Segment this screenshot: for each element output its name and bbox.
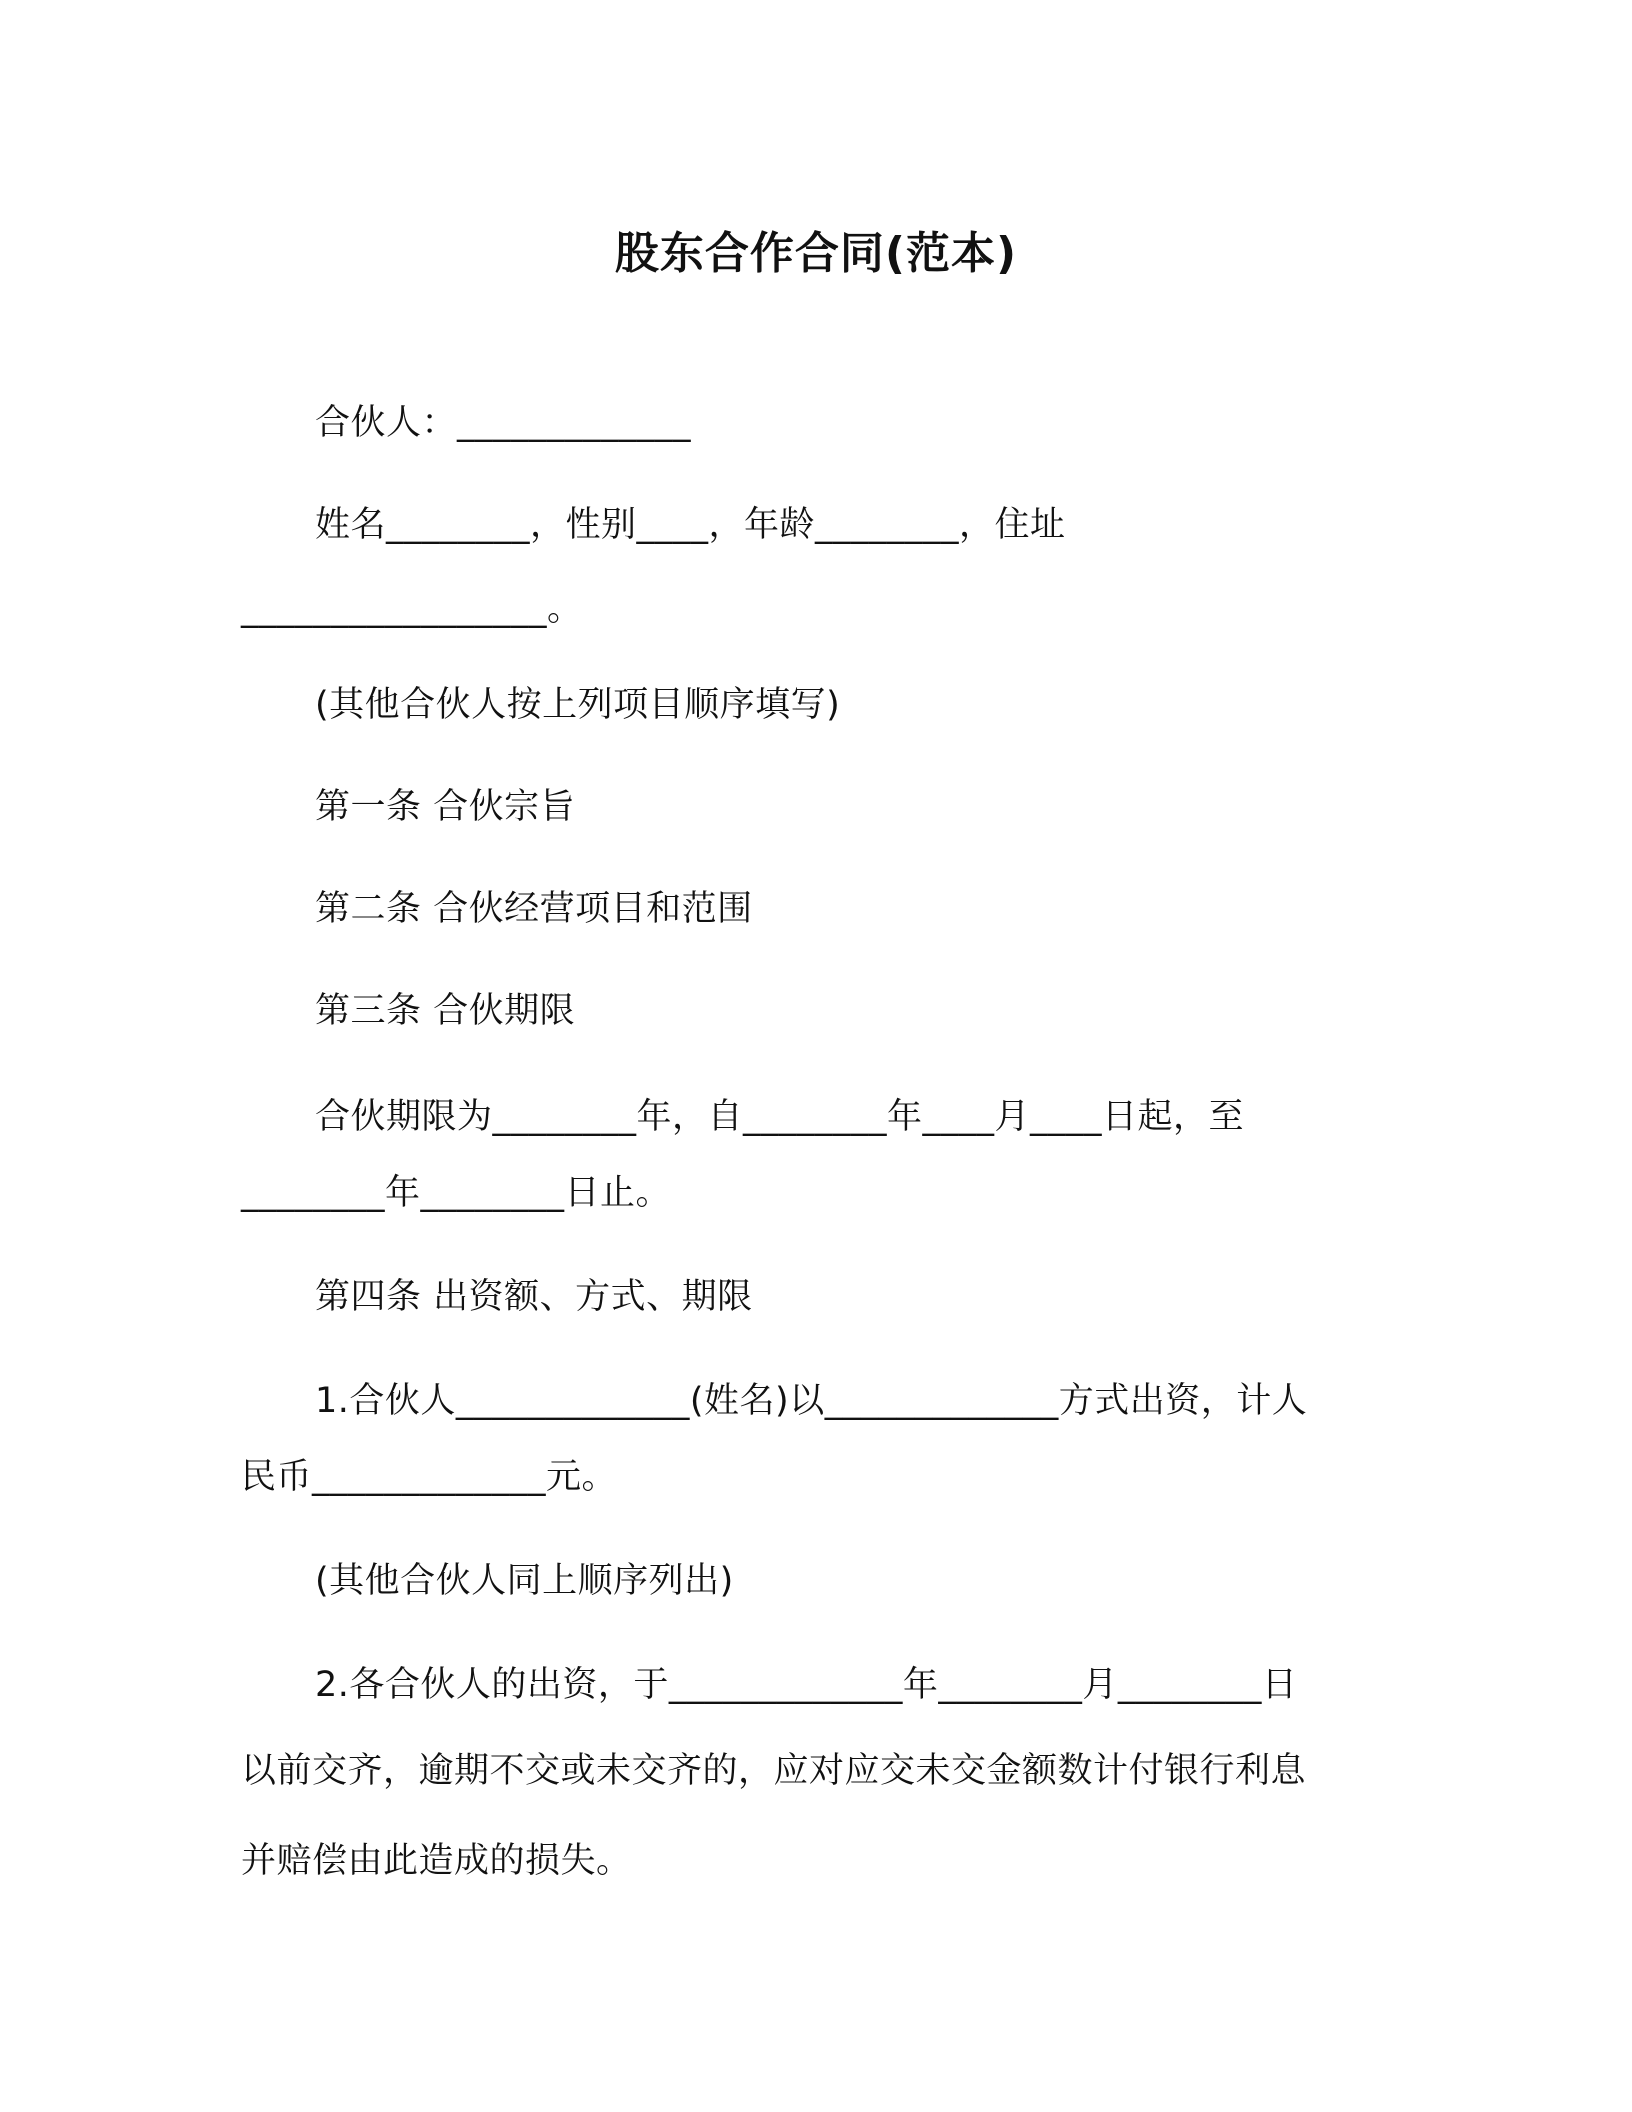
other-partners-note: (其他合伙人同上顺序列出) [315,1561,734,1601]
article-2-heading: 第二条 合伙经营项目和范围 [315,889,753,929]
term-line-2: ________年________日止。 [241,1173,672,1213]
contribution-line-2: 民币_____________元。 [241,1457,618,1497]
partner-line: 合伙人：_____________ [315,403,692,443]
deadline-line-1: 2.各合伙人的出资，于_____________年________月________日 [315,1665,1298,1705]
deadline-line-2: 以前交齐，逾期不交或未交齐的，应对应交未交金额数计付银行利息 [241,1751,1307,1791]
article-1-heading: 第一条 合伙宗旨 [315,787,576,827]
fill-instruction-note: (其他合伙人按上列项目顺序填写) [315,685,841,725]
article-3-heading: 第三条 合伙期限 [315,991,576,1031]
deadline-line-3: 并赔偿由此造成的损失。 [241,1841,632,1881]
partner-address-line: _________________。 [241,589,583,629]
contribution-line-1: 1.合伙人_____________(姓名)以_____________方式出资，计人 [315,1381,1308,1421]
partner-details-line: 姓名________，性别____，年龄________，住址 [315,505,1066,545]
document-title: 股东合作合同(范本) [614,228,1018,279]
article-4-heading: 第四条 出资额、方式、期限 [315,1277,753,1317]
term-line-1: 合伙期限为________年，自________年____月____日起，至 [315,1097,1245,1137]
